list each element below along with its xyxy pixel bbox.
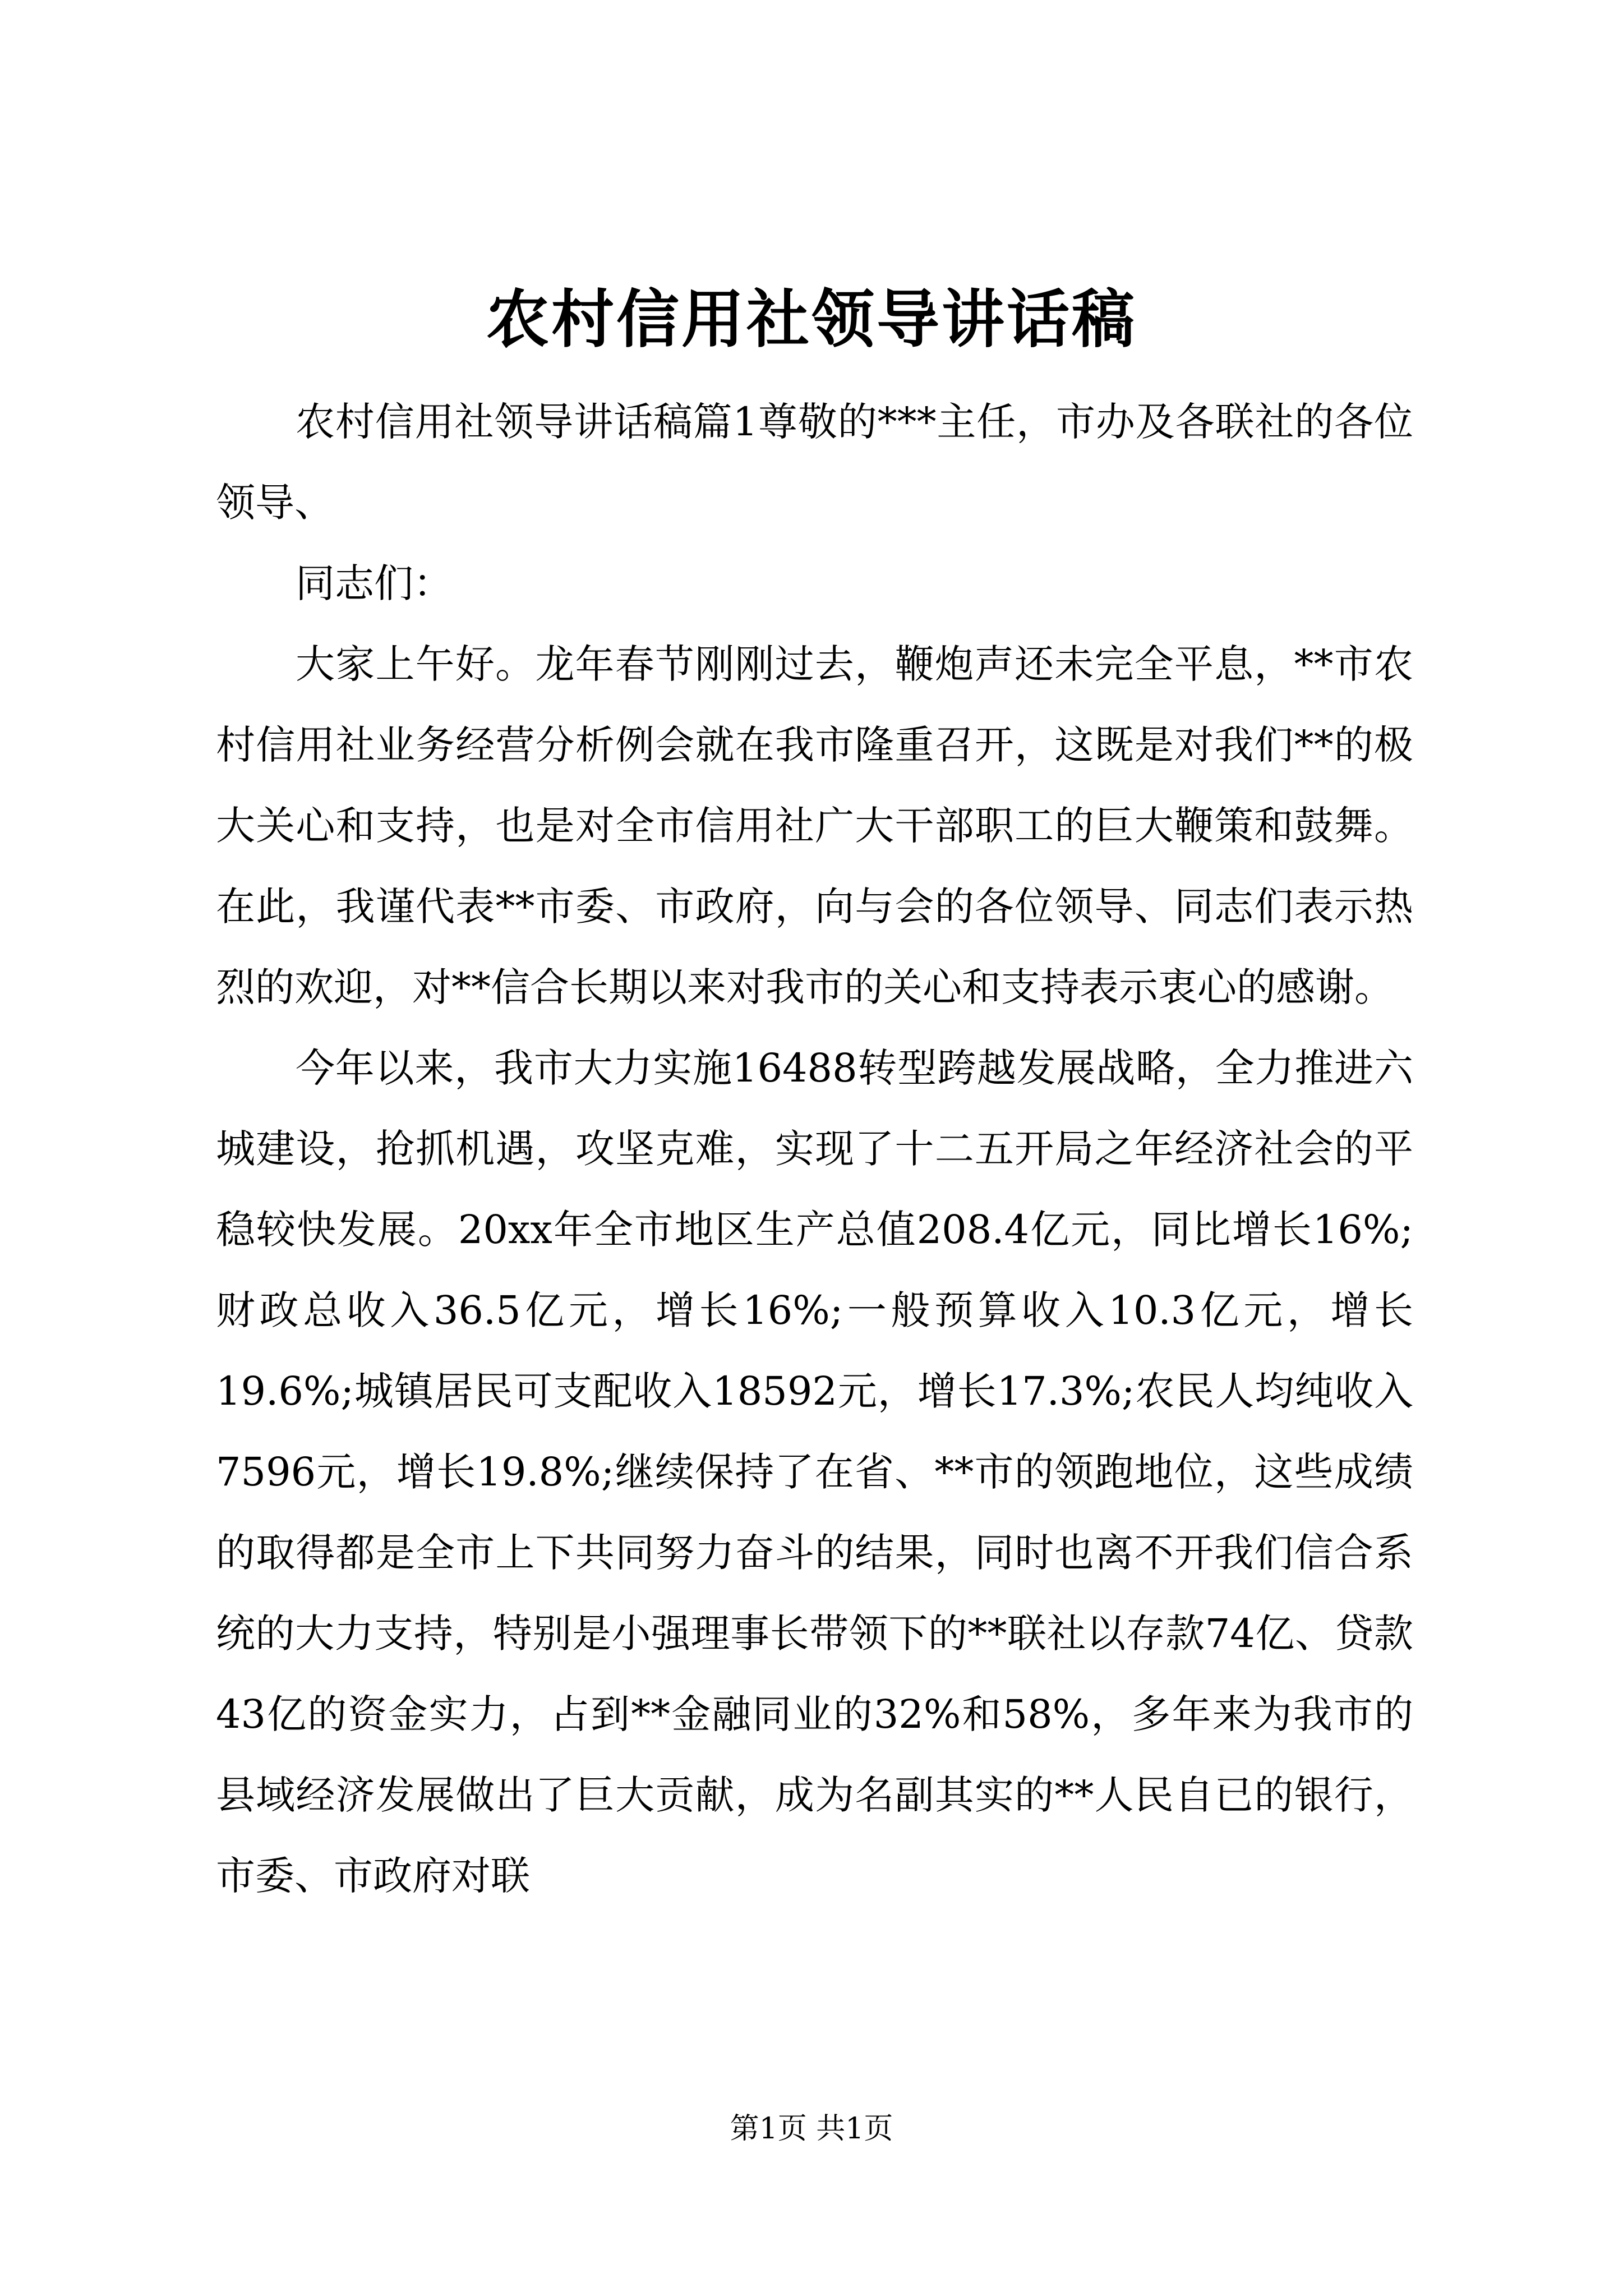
page-footer: 第1页 共1页 bbox=[730, 2112, 893, 2146]
paragraph-welcome: 大家上午好。龙年春节刚刚过去，鞭炮声还未完全平息，**市农村信用社业务经营分析例会就在我市隆重召开，这既是对我们**的极大关心和支持，也是对全市信用社广大干部职工的巨大鞭策和鼓舞。在此，我谨代表**市委、市政府，向与会的各位领导、同志们表示热烈的欢迎，对**信合长期以来对我市的关心和支持表示衷心的感谢。 bbox=[216, 641, 1413, 1010]
paragraph-greeting: 农村信用社领导讲话稿篇1尊敬的***主任，市办及各联社的各位领导、 bbox=[216, 399, 1413, 526]
document-body bbox=[216, 381, 1413, 1916]
paragraph-achievements: 今年以来，我市大力实施16488转型跨越发展战略，全力推进六城建设，抢抓机遇，攻坚克难，实现了十二五开局之年经济社会的平稳较快发展。20xx年全市地区生产总值208.4亿元，同比增长16%;财政总收入36.5亿元，增长16%;一般预算收入10.3亿元，增长19.6%;城镇居民可支配收入18592元，增长17.3%;农民人均纯收入7596元，增长19.8%;继续保持了在省、**市的领跑地位，这些成绩的取得都是全市上下共同努力奋斗的结果，同时也离不开我们信合系统的大力支持，特别是小强理事长带领下的**联社以存款74亿、贷款43亿的资金实力，占到**金融同业的32%和58%，多年来为我市的县域经济发展做出了巨大贡献，成为名副其实的**人民自已的银行，市委、市政府对联 bbox=[216, 1045, 1413, 1899]
paragraph-salutation: 同志们： bbox=[296, 560, 453, 606]
document-title: 农村信用社领导讲话稿 bbox=[486, 283, 1137, 356]
